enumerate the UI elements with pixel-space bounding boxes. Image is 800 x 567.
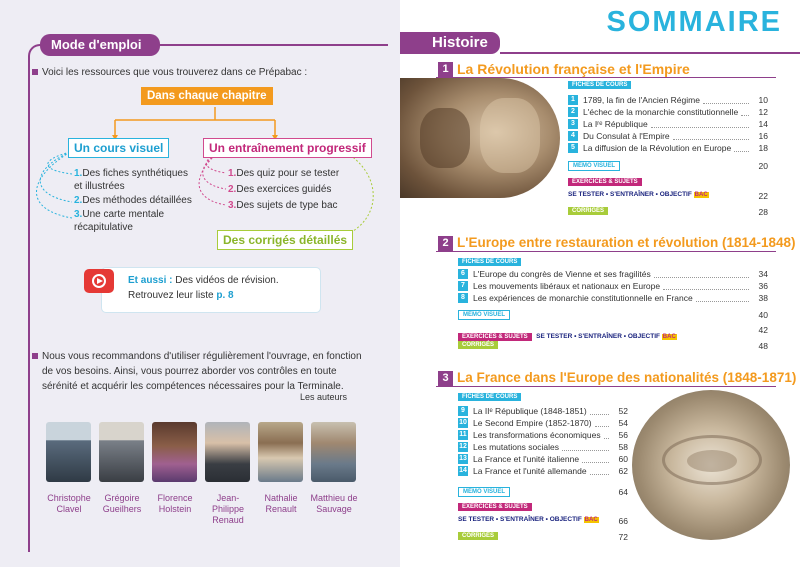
cours-item-2: 2.Des méthodes détaillées <box>74 195 192 206</box>
mode-emploi-tab: Mode d'emploi <box>40 34 160 56</box>
chapter-2-title[interactable]: L'Europe entre restauration et révolution (1814-1848) <box>457 235 796 250</box>
ch1-memo-page: 20 <box>758 161 768 171</box>
ch1-exo-label[interactable]: EXERCICES & SUJETS <box>568 178 642 186</box>
aussi-label: Et aussi : <box>128 275 173 286</box>
ch1-corr-page: 28 <box>758 207 768 217</box>
ch2-fiches-label: FICHES DE COURS <box>458 258 521 266</box>
author-photo-6 <box>311 422 356 482</box>
author-photo-2 <box>99 422 144 482</box>
toc-row[interactable]: 8 Les expériences de monarchie constitutionnelle en France 38 <box>458 292 768 304</box>
ch3-corr-label[interactable]: CORRIGÉS <box>458 532 498 540</box>
intro-text: Voici les ressources que vous trouverez dans ce Prépabac : <box>42 67 308 78</box>
authors-photos <box>46 422 356 482</box>
entrainement-item-2: 2.Des exercices guidés <box>228 184 332 195</box>
chapter-1-number: 1 <box>438 62 453 77</box>
toc-row[interactable]: 3 La Iʳᵉ République 14 <box>568 118 768 130</box>
chapter-1-rule <box>436 77 776 78</box>
ch2-exo-label[interactable]: EXERCICES & SUJETS <box>458 333 532 341</box>
ch2-memo-label[interactable]: MÉMO VISUEL <box>458 310 510 320</box>
cours-item-1: 1.Des fiches synthétiques et illustrées <box>74 168 188 192</box>
author-name-6: Matthieu de Sauvage <box>310 493 358 514</box>
ch3-rows <box>458 405 628 477</box>
author-photo-4 <box>205 422 250 482</box>
ch1-memo-label[interactable]: MÉMO VISUEL <box>568 161 620 171</box>
cours-item-3: 3.Une carte mentale récapitulative <box>74 209 165 233</box>
ch1-exo-sub: SE TESTER • S'ENTRAÎNER • OBJECTIF BAC <box>568 191 708 198</box>
chapter-3-title[interactable]: La France dans l'Europe des nationalités (1848-1871) <box>457 370 797 385</box>
author-photo-5 <box>258 422 303 482</box>
sommaire-title: SOMMAIRE <box>606 6 782 38</box>
author-name-2: Grégoire Gueilhers <box>102 493 142 514</box>
toc-row[interactable]: 2 L'échec de la monarchie constitutionnelle 12 <box>568 106 768 118</box>
exposition-illustration <box>632 390 790 540</box>
author-name-3: Florence Holstein <box>157 493 193 514</box>
chapter-3-rule <box>436 386 776 387</box>
entrainement-box: Un entraînement progressif <box>203 138 372 158</box>
chapter-1-title[interactable]: La Révolution française et l'Empire <box>457 61 690 77</box>
toc-row[interactable]: 12 Les mutations sociales 58 <box>459 442 628 452</box>
author-photo-3 <box>152 422 197 482</box>
recommend-text: Nous vous recommandons d'utiliser régulièrement l'ouvrage, en fonction de vos besoins. Ainsi, vous pourrez aborder vos contrôles en toute sérénité et acquérir les compétences nécessaires pour la Terminale. <box>42 351 362 392</box>
chapter-2-number: 2 <box>438 236 453 251</box>
revolution-illustration <box>400 78 560 198</box>
chapter-box: Dans chaque chapitre <box>141 87 273 105</box>
toc-row[interactable]: 14 La France et l'unité allemande 62 <box>459 466 628 476</box>
ch3-exo-label[interactable]: EXERCICES & SUJETS <box>458 503 532 511</box>
ch2-corr-page: 48 <box>758 341 768 351</box>
chapter-2-rule <box>436 251 776 252</box>
ch3-exo-page: 66 <box>618 516 628 526</box>
aussi-text2: Retrouvez leur liste <box>128 290 214 301</box>
right-page <box>400 0 800 567</box>
ch3-fiches-label: FICHES DE COURS <box>458 393 521 401</box>
corriges-box: Des corrigés détaillés <box>217 230 353 250</box>
toc-row[interactable]: 7 Les mouvements libéraux et nationaux en Europe 36 <box>458 280 768 292</box>
toc-row[interactable]: 4 Du Consulat à l'Empire 16 <box>568 130 768 142</box>
et-aussi-box <box>101 267 321 313</box>
authors-label: Les auteurs <box>300 392 348 402</box>
toc-row[interactable]: 5 La diffusion de la Révolution en Europe 18 <box>568 142 768 154</box>
chapter-3-number: 3 <box>438 371 453 386</box>
ch3-corr-page: 72 <box>618 532 628 542</box>
ch2-memo-page: 40 <box>758 310 768 320</box>
entrainement-list <box>228 167 378 212</box>
histoire-rule <box>500 52 800 54</box>
author-name-5: Nathalie Renault <box>264 493 298 514</box>
ch3-memo-page: 64 <box>618 487 628 497</box>
ch1-exo-page: 22 <box>758 191 768 201</box>
authors-names <box>43 493 363 526</box>
toc-row[interactable]: 10 Le Second Empire (1852-1870) 54 <box>459 418 628 428</box>
cours-list <box>74 167 199 234</box>
ch3-memo-label[interactable]: MÉMO VISUEL <box>458 487 510 497</box>
toc-row[interactable]: 1 1789, la fin de l'Ancien Régime 10 <box>568 94 768 106</box>
histoire-tab: Histoire <box>400 32 500 54</box>
author-photo-1 <box>46 422 91 482</box>
entrainement-item-1: 1.Des quiz pour se tester <box>228 168 340 179</box>
aussi-text1: Des vidéos de révision. <box>175 275 279 286</box>
ch2-corr-label[interactable]: CORRIGÉS <box>458 341 498 349</box>
aussi-page-link[interactable]: p. 8 <box>216 290 234 301</box>
entrainement-item-3: 3.Des sujets de type bac <box>228 200 338 211</box>
ch3-exo-sub: SE TESTER • S'ENTRAÎNER • OBJECTIF BAC <box>458 516 598 523</box>
ch2-rows <box>458 268 768 304</box>
ch1-rows <box>568 94 768 154</box>
toc-row[interactable]: 9 La IIᵉ République (1848-1851) 52 <box>458 405 628 417</box>
toc-row[interactable]: 6 L'Europe du congrès de Vienne et ses fragilités 34 <box>458 268 768 280</box>
ch2-exo-page: 42 <box>758 325 768 335</box>
bullet-square <box>32 353 38 359</box>
author-name-1: Christophe Clavel <box>47 493 91 514</box>
video-icon <box>84 269 114 293</box>
toc-row[interactable]: 13 La France et l'unité italienne 60 <box>459 454 628 464</box>
cours-visuel-box: Un cours visuel <box>68 138 169 158</box>
author-name-4: Jean-Philippe Renaud <box>211 493 245 525</box>
toc-row[interactable]: 11 Les transformations économiques 56 <box>459 430 628 440</box>
ch2-exo-sub: SE TESTER • S'ENTRAÎNER • OBJECTIF BAC <box>536 333 676 340</box>
ch1-fiches-label: FICHES DE COURS <box>568 81 631 89</box>
ch1-corr-label[interactable]: CORRIGÉS <box>568 207 608 215</box>
